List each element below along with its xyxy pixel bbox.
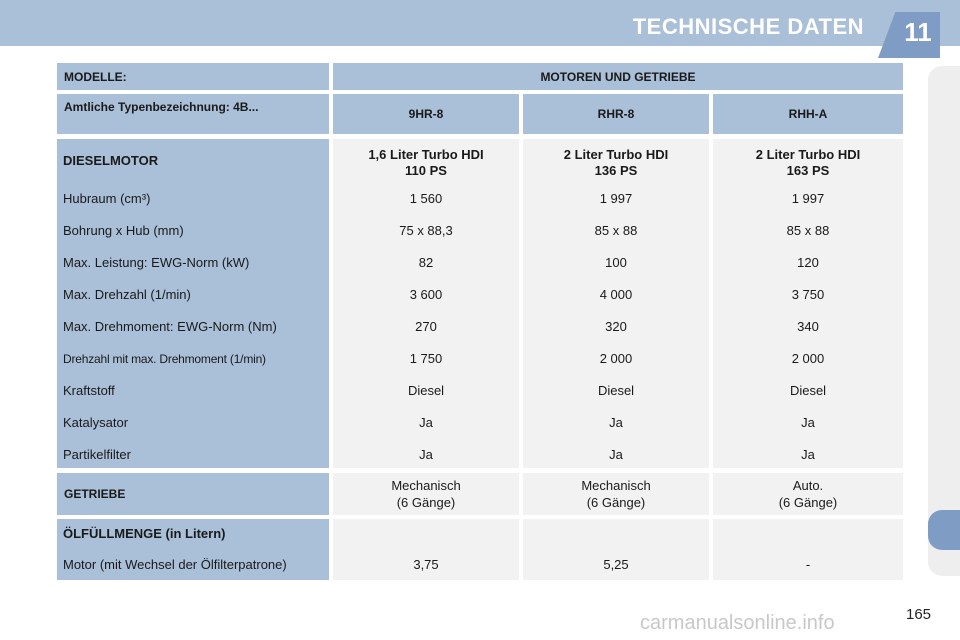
spec-value: 85 x 88 (786, 223, 830, 238)
spec-label-displacement: Hubraum (cm³) (63, 191, 151, 206)
spec-value: 85 x 88 (594, 223, 638, 238)
spec-value: Ja (419, 447, 433, 462)
type-code-1: 9HR-8 (333, 94, 519, 134)
spec-value: 2 000 (599, 351, 633, 366)
oil-value-3: - (805, 557, 811, 572)
watermark: carmanualsonline.info (640, 612, 835, 634)
gearbox-value-3: Auto. (6 Gänge) (713, 473, 903, 515)
oil-row-label: Motor (mit Wechsel der Ölfilterpatrone) (63, 557, 287, 572)
gearbox-value-1: Mechanisch (6 Gänge) (333, 473, 519, 515)
spec-value: Diesel (597, 383, 635, 398)
oil-value-2: 5,25 (603, 557, 629, 572)
spec-label-fuel: Kraftstoff (63, 383, 115, 398)
spec-value: 320 (605, 319, 627, 334)
spec-value: 340 (797, 319, 819, 334)
page-number: 165 (906, 606, 932, 623)
spec-value: 270 (415, 319, 437, 334)
type-code-3: RHH-A (713, 94, 903, 134)
spec-label-particle-filter: Partikelfilter (63, 447, 131, 462)
spec-value: 3 750 (791, 287, 825, 302)
models-header: MODELLE: (57, 63, 329, 90)
type-code-2: RHR-8 (523, 94, 709, 134)
spec-value: Diesel (789, 383, 827, 398)
type-designation-label: Amtliche Typenbezeichnung: 4B... (57, 94, 329, 134)
diesel-engine-label: DIESELMOTOR (63, 153, 159, 168)
oil-capacity-label: ÖLFÜLLMENGE (in Litern) (63, 526, 226, 541)
header-divider (0, 46, 960, 60)
spec-value: Ja (609, 415, 623, 430)
gearbox-label: GETRIEBE (57, 473, 329, 515)
spec-value: Ja (419, 415, 433, 430)
spec-value: 100 (605, 255, 627, 270)
spec-value: 1 750 (409, 351, 443, 366)
spec-value: Ja (801, 415, 815, 430)
oil-value-1: 3,75 (413, 557, 439, 572)
spec-value: Ja (801, 447, 815, 462)
spec-value: Ja (609, 447, 623, 462)
spec-label-torque-rpm: Drehzahl mit max. Drehmoment (1/min) (63, 352, 266, 366)
engine-name-1: 1,6 Liter Turbo HDI 110 PS (368, 147, 484, 178)
spec-value: 3 600 (409, 287, 443, 302)
chapter-number: 11 (904, 16, 932, 47)
spec-label-max-power: Max. Leistung: EWG-Norm (kW) (63, 255, 250, 270)
page-title: TECHNISCHE DATEN (632, 14, 864, 39)
spec-value: 2 000 (791, 351, 825, 366)
spec-value: 4 000 (599, 287, 633, 302)
spec-value: 1 997 (791, 191, 825, 206)
spec-value: 1 560 (409, 191, 443, 206)
side-tab (928, 66, 960, 576)
spec-label-max-rpm: Max. Drehzahl (1/min) (63, 287, 191, 302)
spec-value: 1 997 (599, 191, 633, 206)
engine-name-2: 2 Liter Turbo HDI 136 PS (563, 147, 669, 178)
spec-value: 120 (797, 255, 819, 270)
spec-value: 75 x 88,3 (399, 223, 453, 238)
spec-value: Diesel (407, 383, 445, 398)
engine-name-3: 2 Liter Turbo HDI 163 PS (755, 147, 861, 178)
spec-label-max-torque: Max. Drehmoment: EWG-Norm (Nm) (63, 319, 277, 334)
engines-header: MOTOREN UND GETRIEBE (333, 63, 903, 90)
spec-value: 82 (418, 255, 434, 270)
side-tab-active[interactable] (928, 510, 960, 550)
gearbox-value-2: Mechanisch (6 Gänge) (523, 473, 709, 515)
spec-label-bore-stroke: Bohrung x Hub (mm) (63, 223, 184, 238)
spec-label-catalyst: Katalysator (63, 415, 129, 430)
